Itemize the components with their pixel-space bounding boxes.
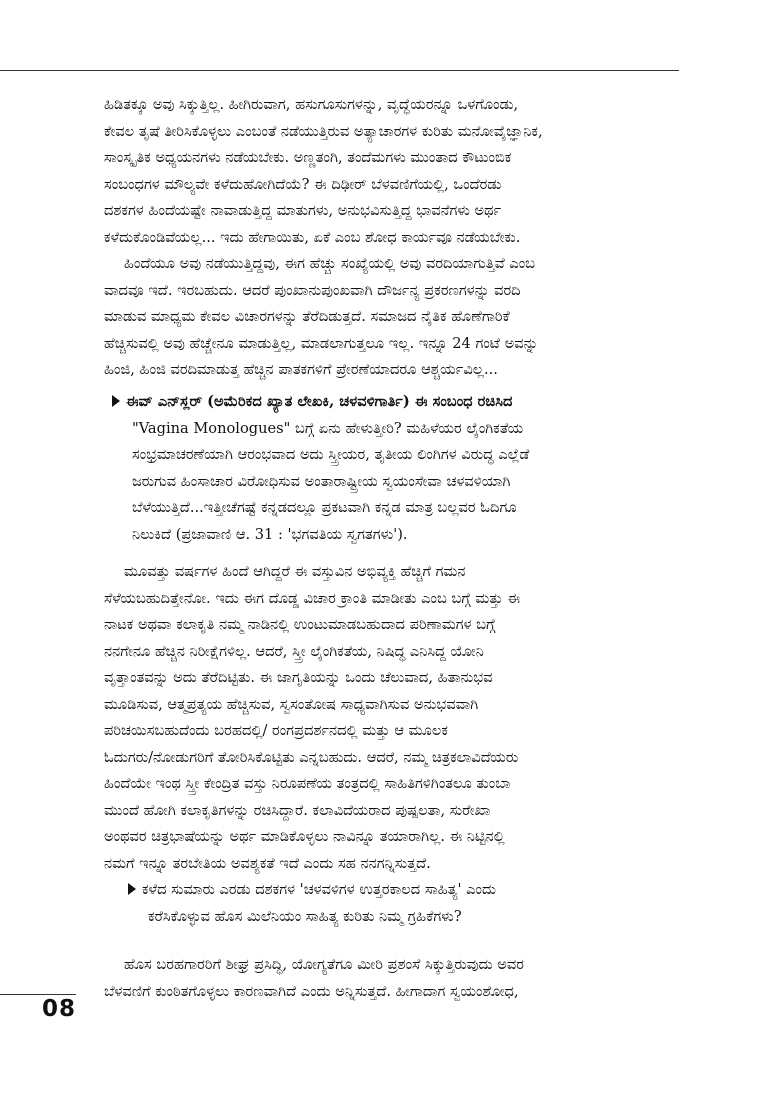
text-line: ದಶಕಗಳ ಹಿಂದೆಯಷ್ಟೇ ನಾವಾಡುತ್ತಿದ್ದ ಮಾತುಗಳು, ಅನುಭವಿಸುತ್ತಿದ್ದ ಭಾವನೆಗಳು ಅರ್ಥ bbox=[104, 202, 502, 219]
text-line: ಬೆಳೆಯುತ್ತಿದೆ...ಇತ್ತೀಚೆಗಷ್ಟೆ ಕನ್ನಡದಲ್ಲೂ ಪ್ರಕಟವಾಗಿ ಕನ್ನಡ ಮಾತ್ರ ಬಲ್ಲವರ ಓದಿಗೂ bbox=[132, 499, 517, 516]
text-line: ಹಿಂಜಿ, ಹಿಂಜಿ ವರದಿಮಾಡುತ್ತ ಹೆಚ್ಚಿನ ಪಾತಕಗಳಿಗೆ ಪ್ರೇರಣೆಯಾದರೂ ಆಶ್ಚರ್ಯವಿಲ್ಲ... bbox=[104, 361, 498, 378]
text-line: ಸಂಬಂಧಗಳ ಮೌಲ್ಯವೇ ಕಳೆದುಹೋಗಿದೆಯೆ? ಈ ದಿಢೀರ್ ಬೆಳವಣಿಗೆಯಲ್ಲಿ, ಒಂದೆರಡು bbox=[104, 175, 502, 193]
paragraph-4 bbox=[104, 952, 660, 1005]
text-line: ಮೂವತ್ತು ವರ್ಷಗಳ ಹಿಂದೆ ಆಗಿದ್ದರೆ ಈ ವಸ್ತುವಿನ ಅಭಿವ್ಯಕ್ತಿ ಹೆಚ್ಚಿಗೆ ಗಮನ bbox=[124, 563, 466, 580]
page-number: 08 bbox=[42, 996, 77, 1022]
text-line: ಹೆಚ್ಚಿಸುವಲ್ಲಿ ಅವು ಹೆಚ್ಚೇನೂ ಮಾಡುತ್ತಿಲ್ಲ, ಮಾಡಲಾಗುತ್ತಲೂ ಇಲ್ಲ. ಇನ್ನೂ 24 ಗಂಟೆ ಅವನ್ನು bbox=[104, 334, 539, 352]
text-line: ಹಿಂದೆಯೂ ಅವು ನಡೆಯುತ್ತಿದ್ದವು, ಈಗ ಹೆಚ್ಚು ಸಂಖ್ಯೆಯಲ್ಲಿ ಅವು ವರದಿಯಾಗುತ್ತಿವೆ ಎಂಬ bbox=[124, 255, 536, 272]
text-line: ಹೊಸ ಬರಹಗಾರರಿಗೆ ಶೀಘ್ರ ಪ್ರಸಿದ್ಧಿ, ಯೋಗ್ಯತೆಗೂ ಮೀರಿ ಪ್ರಶಂಸೆ ಸಿಕ್ಕುತ್ತಿರುವುದು ಅವರ bbox=[124, 956, 524, 973]
text-line: ಪರಿಚಯಿಸಬಹುದೆಂದು ಬರಹದಲ್ಲಿ/ ರಂಗಪ್ರದರ್ಶನದಲ್ಲಿ ಮತ್ತು ಆ ಮೂಲಕ bbox=[104, 722, 448, 739]
text-line: ಈವ್ ಎನ್‌ಸ್ಲರ್ (ಅಮೆರಿಕದ ಖ್ಯಾತ ಲೇಖಕಿ, ಚಳವಳಿಗಾರ್ತಿ) ಈ ಸಂಬಂಧ ರಚಿಸಿದ bbox=[126, 393, 513, 410]
text-line: ಸೆಳೆಯಬಹುದಿತ್ತೇನೋ. ಇದು ಈಗ ದೊಡ್ಡ ವಿಚಾರ ಕ್ರಾಂತಿ ಮಾಡೀತು ಎಂಬ ಬಗ್ಗೆ ಮತ್ತು ಈ bbox=[104, 589, 521, 607]
interview-question-2 bbox=[128, 877, 660, 930]
text-line: ಹಿಡಿತಕ್ಕೂ ಅವು ಸಿಕ್ಕುತ್ತಿಲ್ಲ. ಹೀಗಿರುವಾಗ, ಹಸುಗೂಸುಗಳನ್ನು, ವೃದ್ಧೆಯರನ್ನೂ ಒಳಗೊಂಡು, bbox=[104, 96, 519, 113]
footer-rule bbox=[0, 994, 76, 995]
arrow-bullet-icon bbox=[112, 395, 120, 407]
text-line: ಮಾಡುವ ಮಾಧ್ಯಮ ಕೇವಲ ವಿಚಾರಗಳನ್ನು ತೆರೆದಿಡುತ್ತದೆ. ಸಮಾಜದ ನೈತಿಕ ಹೊಣೆಗಾರಿಕೆ bbox=[104, 308, 510, 325]
text-line: ವೃತ್ತಾಂತವನ್ನು ಅದು ತೆರೆದಿಟ್ಟಿತು. ಈ ಜಾಗೃತಿಯನ್ನು ಒಂದು ಚೆಲುವಾದ, ಹಿತಾನುಭವ bbox=[104, 669, 493, 686]
text-line: ಕಳೆದುಕೊಂಡಿವೆಯಲ್ಲ... ಇದು ಹೇಗಾಯಿತು, ಏಕೆ ಎಂಬ ಶೋಧ ಕಾರ್ಯವೂ ನಡೆಯಬೇಕು. bbox=[104, 228, 521, 246]
paragraph-3 bbox=[104, 559, 660, 877]
interview-question-1 bbox=[112, 389, 660, 548]
text-line: ಜರುಗುವ ಹಿಂಸಾಚಾರ ವಿರೋಧಿಸುವ ಅಂತಾರಾಷ್ಟ್ರೀಯ ಸ್ವಯಂಸೇವಾ ಚಳವಳಿಯಾಗಿ bbox=[132, 472, 511, 490]
text-line: ಕಳೆದ ಸುಮಾರು ಎರಡು ದಶಕಗಳ 'ಚಳವಳಿಗಳ ಉತ್ತರಕಾಲದ ಸಾಹಿತ್ಯ' ಎಂದು bbox=[142, 881, 497, 898]
text-line: ಮೂಡಿಸುವ, ಆತ್ಮಪ್ರತ್ಯಯ ಹೆಚ್ಚಿಸುವ, ಸ್ವಸಂತೋಷ ಸಾಧ್ಯವಾಗಿಸುವ ಅನುಭವವಾಗಿ bbox=[104, 695, 479, 713]
text-line: ನಿಲುಕಿದೆ (ಪ್ರಜಾವಾಣಿ ಆ. 31 : 'ಭಗವತಿಯ ಸ್ವಗತಗಳು'). bbox=[132, 525, 408, 543]
text-line: ಓದುಗರು/ನೋಡುಗರಿಗೆ ತೋರಿಸಿಕೊಟ್ಟಿತು ಎನ್ನಬಹುದು. ಆದರೆ, ನಮ್ಮ ಚಿತ್ರಕಲಾವಿದೆಯರು bbox=[104, 748, 519, 766]
arrow-bullet-icon bbox=[128, 883, 136, 895]
text-line: ಕೇವಲ ತೃಷೆ ತೀರಿಸಿಕೊಳ್ಳಲು ಎಂಬಂತೆ ನಡೆಯುತ್ತಿರುವ ಅತ್ಯಾಚಾರಗಳ ಕುರಿತು ಮನೋವೈಜ್ಞಾನಿಕ, bbox=[104, 122, 543, 140]
text-line: ಮುಂದೆ ಹೋಗಿ ಕಲಾಕೃತಿಗಳನ್ನು ರಚಿಸಿದ್ದಾರೆ. ಕಲಾವಿದೆಯರಾದ ಪುಷ್ಪಲತಾ, ಸುರೇಖಾ bbox=[104, 801, 491, 819]
paragraph-2 bbox=[104, 251, 660, 384]
text-line: ನನಗೇನೂ ಹೆಚ್ಚಿನ ನಿರೀಕ್ಷೆಗಳಿಲ್ಲ. ಆದರೆ, ಸ್ತ್ರೀ ಲೈಂಗಿಕತೆಯ, ನಿಷಿದ್ಧ ಎನಿಸಿದ್ದ ಯೋನಿ bbox=[104, 642, 484, 660]
text-line: "Vagina Monologues" ಬಗ್ಗೆ ಏನು ಹೇಳುತ್ತೀರಿ? ಮಹಿಳೆಯರ ಲೈಂಗಿಕತೆಯ bbox=[132, 419, 524, 437]
text-line: ವಾದವೂ ಇದೆ. ಇರಬಹುದು. ಆದರೆ ಪುಂಖಾನುಪುಂಖವಾಗಿ ದೌರ್ಜನ್ಯ ಪ್ರಕರಣಗಳನ್ನು ವರದಿ bbox=[104, 281, 521, 299]
text-line: ಕರೆಸಿಕೊಳ್ಳುವ ಹೊಸ ಮಿಲೆನಿಯಂ ಸಾಹಿತ್ಯ ಕುರಿತು ನಿಮ್ಮ ಗ್ರಹಿಕೆಗಳು? bbox=[148, 907, 462, 925]
text-line: ಬೆಳವಣಿಗೆ ಕುಂಠಿತಗೊಳ್ಳಲು ಕಾರಣವಾಗಿದೆ ಎಂದು ಅನ್ನಿಸುತ್ತದೆ. ಹೀಗಾದಾಗ ಸ್ವಯಂಶೋಧ, bbox=[104, 982, 519, 1000]
question-line-first bbox=[112, 389, 660, 416]
question-line-first bbox=[128, 877, 660, 904]
text-line: ಹಿಂದೆಯೇ ಇಂಥ ಸ್ತ್ರೀ ಕೇಂದ್ರಿತ ವಸ್ತು ನಿರೂಪಣೆಯ ತಂತ್ರದಲ್ಲಿ ಸಾಹಿತಿಗಳಿಗಿಂತಲೂ ತುಂಬಾ bbox=[104, 775, 511, 792]
text-line: ಸಾಂಸ್ಕೃತಿಕ ಅಧ್ಯಯನಗಳು ನಡೆಯಬೇಕು. ಅಣ್ಣತಂಗಿ, ತಂದೆಮಗಳು ಮುಂತಾದ ಕೌಟುಂಬಿಕ bbox=[104, 149, 512, 166]
text-line: ಸಂಭ್ರಮಾಚರಣೆಯಾಗಿ ಆರಂಭವಾದ ಅದು ಸ್ತ್ರೀಯರ, ತೃತೀಯ ಲಿಂಗಿಗಳ ವಿರುದ್ಧ ಎಲ್ಲೆಡೆ bbox=[132, 446, 530, 463]
text-line: ನಾಟಕ ಅಥವಾ ಕಲಾಕೃತಿ ನಮ್ಮ ನಾಡಿನಲ್ಲಿ ಉಂಟುಮಾಡಬಹುದಾದ ಪರಿಣಾಮಗಳ ಬಗ್ಗೆ bbox=[104, 616, 496, 633]
top-rule bbox=[0, 70, 679, 71]
text-line: ಅಂಥವರ ಚಿತ್ರಭಾಷೆಯನ್ನು ಅರ್ಥ ಮಾಡಿಕೊಳ್ಳಲು ನಾವಿನ್ನೂ ತಯಾರಾಗಿಲ್ಲ. ಈ ನಿಟ್ಟಿನಲ್ಲಿ bbox=[104, 828, 505, 845]
text-line: ನಮಗೆ ಇನ್ನೂ ತರಬೇತಿಯ ಅವಶ್ಯಕತೆ ಇದೆ ಎಂದು ಸಹ ನನಗನ್ನಿಸುತ್ತದೆ. bbox=[104, 854, 431, 872]
paragraph-1 bbox=[104, 92, 660, 251]
